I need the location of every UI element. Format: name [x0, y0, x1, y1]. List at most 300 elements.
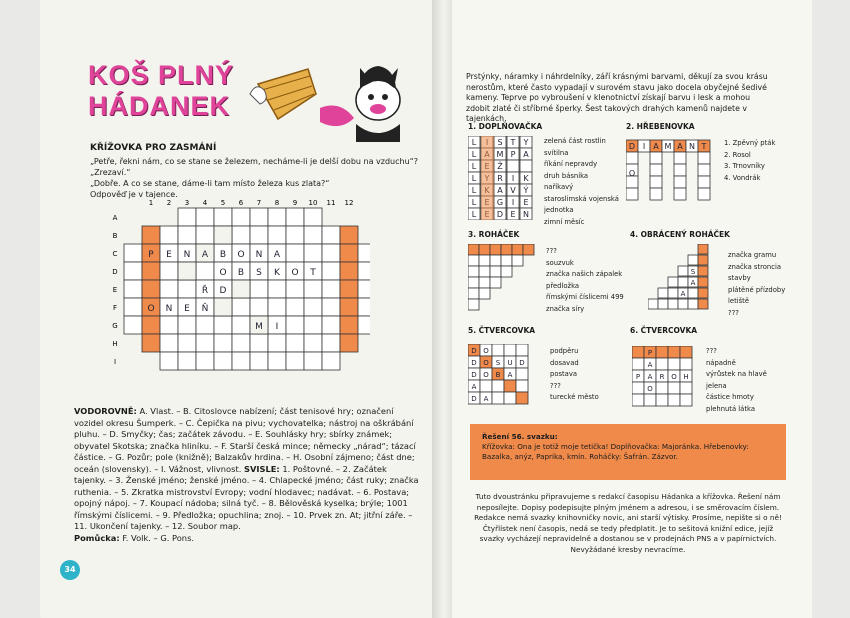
- grid-cell: [490, 244, 501, 255]
- grid-letter: A: [647, 373, 653, 381]
- grid-cell: [142, 262, 160, 280]
- hint-text: F. Volk. – G. Pons.: [122, 532, 195, 543]
- grid-cell: [688, 288, 698, 298]
- grid-cell: [322, 316, 340, 334]
- grid-cell: [340, 244, 358, 262]
- grid-letter: A: [507, 371, 513, 379]
- column-label: 3: [184, 199, 190, 207]
- section-2-title: 2. HŘEBENOVKA: [626, 122, 695, 131]
- grid-letter: Ž: [497, 162, 503, 171]
- grid-cell: [142, 316, 160, 334]
- grid-cell: [468, 266, 479, 277]
- grid-letter: H: [683, 373, 689, 381]
- grid-cell: [268, 352, 286, 370]
- grid-letter: D: [471, 371, 477, 379]
- puzzle-6-grid: [632, 346, 694, 408]
- grid-letter: O: [483, 347, 489, 355]
- grid-cell: [501, 255, 512, 266]
- grid-cell: [196, 226, 214, 244]
- grid-cell: [268, 280, 286, 298]
- grid-letter: N: [165, 304, 173, 314]
- grid-cell: [322, 226, 340, 244]
- clue-item: ???: [728, 308, 739, 317]
- grid-letter: I: [642, 142, 646, 151]
- grid-letter: M: [496, 150, 504, 159]
- grid-cell: [142, 226, 160, 244]
- grid-cell: [250, 334, 268, 352]
- grid-letter: T: [701, 142, 707, 151]
- clue-item: ???: [550, 381, 561, 390]
- section-1-title: 1. DOPLŇOVAČKA: [468, 122, 543, 131]
- grid-letter: D: [219, 286, 227, 296]
- clue-item: značka síry: [546, 304, 585, 313]
- grid-cell: [286, 226, 304, 244]
- row-label: G: [112, 322, 118, 330]
- grid-cell: [480, 380, 492, 392]
- grid-cell: [680, 346, 692, 358]
- answer-text: Křížovka: Ona je totiž moje tetička! Doplňovačka: Majoránka. Hřebenovky: Bazalka, anýz, Paprika, kmín. Roháčky: Šafrán. Zázvor.: [482, 442, 749, 461]
- grid-cell: [178, 334, 196, 352]
- section-6-title: 6. ČTVERCOVKA: [630, 326, 698, 335]
- grid-letter: G: [496, 198, 504, 207]
- clue-item: zimní měsíc: [544, 217, 585, 226]
- grid-letter: N: [689, 142, 695, 151]
- puzzle-5-clues: [550, 346, 630, 404]
- grid-cell: [196, 208, 214, 226]
- column-label: 6: [238, 199, 244, 207]
- title-line-2: HÁDANEK: [88, 91, 230, 121]
- grid-cell: [504, 380, 516, 392]
- answer-heading: Řešení 56. svazku:: [482, 432, 558, 441]
- grid-cell: [516, 368, 528, 380]
- grid-cell: [479, 288, 490, 299]
- grid-cell: [501, 244, 512, 255]
- column-label: 12: [344, 199, 354, 207]
- grid-cell: [214, 352, 232, 370]
- clue-item: nápadně: [706, 358, 736, 367]
- grid-letter: T: [310, 268, 316, 278]
- column-label: 1: [148, 199, 154, 207]
- grid-cell: [504, 392, 516, 404]
- grid-cell: [196, 262, 214, 280]
- grid-cell: [124, 280, 142, 298]
- grid-cell: [250, 208, 268, 226]
- grid-cell: [358, 316, 370, 334]
- grid-letter: E: [510, 210, 516, 219]
- grid-cell: [124, 262, 142, 280]
- grid-cell: [340, 316, 358, 334]
- grid-letter: L: [471, 210, 477, 219]
- grid-cell: [644, 394, 656, 406]
- page-title: [88, 60, 234, 122]
- grid-letter: O: [219, 268, 227, 278]
- grid-cell: [698, 288, 708, 298]
- grid-cell: [512, 255, 523, 266]
- grid-cell: [232, 334, 250, 352]
- clue-item: podpěru: [550, 347, 579, 355]
- grid-letter: S: [497, 138, 503, 147]
- grid-letter: O: [483, 359, 489, 367]
- grid-cell: [286, 244, 304, 262]
- grid-letter: D: [471, 359, 477, 367]
- grid-cell: [304, 334, 322, 352]
- down-clues: 1. Poštovné. – 2. Začátek tajenky. – 3. Ženské jméno; ženské jméno. – 4. Chlapecké jméno; část ruky; značka ruthenia. – 5. Zkratka mistrovství Evropy; vodní hlodavec; nadávat. – 6. Postava; opojný nápoj. – 7. Koupací nádoba; silná tyč. – 8. Bělověská kyselka; brýle; 1001 římskými číslicemi. – 9. Předložka; opuchlina; znoj. – 10. Prvek zn. At; jitřní záře. – 11. Ukončení tajenky. – 12. Soubor map.: [74, 463, 419, 531]
- clue-item: stavby: [728, 274, 751, 282]
- joke-line: Odpověď je v tajence.: [90, 190, 178, 199]
- grid-cell: [178, 316, 196, 334]
- grid-cell: [468, 277, 479, 288]
- grid-letter: D: [628, 142, 636, 151]
- grid-cell: [632, 358, 644, 370]
- grid-letter: O: [291, 268, 299, 278]
- grid-cell: [340, 280, 358, 298]
- grid-cell: [479, 277, 490, 288]
- grid-black-cell: [214, 298, 232, 316]
- answer-box: [470, 424, 786, 480]
- grid-cell: [479, 244, 490, 255]
- grid-cell: [468, 255, 479, 266]
- grid-cell: [632, 346, 644, 358]
- grid-cell: [322, 244, 340, 262]
- grid-cell: [322, 352, 340, 370]
- puzzle-6-clues: [706, 346, 786, 415]
- grid-letter: M: [255, 322, 263, 332]
- grid-cell: [340, 226, 358, 244]
- grid-letter: O: [628, 169, 636, 178]
- puzzle-3-clues: [546, 246, 626, 315]
- grid-letter: D: [519, 359, 525, 367]
- grid-cell: [214, 208, 232, 226]
- column-label: 5: [220, 199, 226, 207]
- grid-cell: [490, 255, 501, 266]
- grid-letter: B: [219, 250, 227, 260]
- grid-cell: [178, 226, 196, 244]
- clue-item: římskými číslicemi 499: [546, 293, 624, 301]
- puzzle-1-clues: [544, 136, 624, 228]
- grid-letter: L: [471, 150, 477, 159]
- grid-cell: [304, 244, 322, 262]
- grid-cell: [479, 266, 490, 277]
- column-label: 11: [326, 199, 336, 207]
- row-label: A: [112, 214, 118, 222]
- grid-cell: [178, 352, 196, 370]
- down-label: SVISLE:: [243, 463, 280, 474]
- row-label: C: [112, 250, 118, 258]
- grid-cell: [358, 298, 370, 316]
- grid-cell: [674, 188, 686, 200]
- grid-cell: [698, 188, 710, 200]
- grid-cell: [124, 244, 142, 262]
- joke-line: „Petře, řekni nám, co se stane se železem, necháme-li je delší dobu na vzduchu“?: [90, 157, 419, 166]
- grid-cell: [632, 394, 644, 406]
- grid-cell: [250, 352, 268, 370]
- grid-cell: [268, 226, 286, 244]
- puzzle-3-grid: [468, 244, 540, 316]
- clue-item: turecké město: [550, 393, 599, 401]
- clue-item: postava: [550, 370, 578, 378]
- grid-letter: P: [647, 349, 653, 357]
- grid-letter: M: [664, 142, 672, 151]
- grid-cell: [680, 358, 692, 370]
- clue-item: značka stroncia: [728, 262, 782, 271]
- grid-cell: [674, 164, 686, 176]
- grid-cell: [678, 277, 688, 287]
- grid-letter: R: [497, 174, 503, 183]
- grid-cell: [286, 280, 304, 298]
- grid-cell: [507, 160, 519, 172]
- clue-item: říkání nepravdy: [544, 160, 598, 168]
- section-3-title: 3. ROHÁČEK: [468, 230, 520, 239]
- grid-cell: [160, 352, 178, 370]
- grid-cell: [358, 244, 370, 262]
- grid-letter: K: [274, 268, 280, 278]
- column-label: 7: [256, 199, 262, 207]
- grid-letter: A: [201, 250, 209, 260]
- grid-cell: [304, 352, 322, 370]
- grid-cell: [680, 382, 692, 394]
- grid-cell: [656, 382, 668, 394]
- grid-cell: [523, 244, 534, 255]
- grid-cell: [668, 277, 678, 287]
- grid-letter: L: [471, 162, 477, 171]
- grid-cell: [516, 380, 528, 392]
- intro-text: Prstýnky, náramky i náhrdelníky, září krásnými barvami, děkují za svou krásu nerostům, které často vypadají v surovém stavu jako docela obyčejné šedivé kameny. Teprve po vybroušení v klenotnictví získají barvu i lesk a mohou zdobit zlaté či stříbrné šperky. Šest takových drahých kamenů najdete v tajenkách.: [466, 72, 768, 123]
- grid-cell: [232, 208, 250, 226]
- grid-cell: [178, 280, 196, 298]
- grid-black-cell: [232, 280, 250, 298]
- page-number: 34: [60, 560, 80, 580]
- grid-cell: [160, 280, 178, 298]
- grid-cell: [674, 176, 686, 188]
- grid-letter: T: [510, 138, 516, 147]
- grid-letter: A: [677, 142, 683, 151]
- grid-cell: [626, 188, 638, 200]
- grid-letter: B: [237, 268, 245, 278]
- grid-letter: L: [471, 174, 477, 183]
- grid-cell: [656, 394, 668, 406]
- title-line-1: KOŠ PLNÝ: [88, 60, 235, 90]
- column-label: 9: [292, 199, 298, 207]
- column-label: 4: [202, 199, 208, 207]
- grid-letter: O: [671, 373, 677, 381]
- clue-item: předložka: [546, 281, 580, 290]
- grid-cell: [674, 152, 686, 164]
- grid-letter: P: [148, 250, 154, 260]
- grid-cell: [286, 298, 304, 316]
- grid-cell: [698, 277, 708, 287]
- grid-cell: [178, 208, 196, 226]
- row-label: B: [112, 232, 118, 240]
- grid-letter: N: [255, 250, 263, 260]
- puzzle-title: KŘÍŽOVKA PRO ZASMÁNÍ: [90, 143, 217, 153]
- grid-letter: A: [273, 250, 281, 260]
- grid-letter: K: [523, 174, 529, 183]
- grid-letter: O: [647, 385, 653, 393]
- grid-letter: E: [184, 304, 190, 314]
- grid-black-cell: [178, 262, 196, 280]
- grid-cell: [698, 152, 710, 164]
- grid-letter: Ý: [523, 186, 529, 195]
- grid-cell: [698, 266, 708, 276]
- puzzle-2-clues: [724, 138, 794, 184]
- grid-cell: [250, 298, 268, 316]
- grid-cell: [468, 244, 479, 255]
- cat-basket-illustration: [248, 64, 416, 142]
- hint-label: Pomůcka:: [74, 532, 120, 543]
- grid-cell: [688, 255, 698, 265]
- grid-cell: [656, 346, 668, 358]
- grid-letter: N: [523, 210, 529, 219]
- grid-cell: [648, 299, 658, 309]
- grid-letter: A: [471, 383, 477, 391]
- clue-item: značka gramu: [728, 251, 777, 259]
- crossword-grid: [110, 196, 370, 396]
- across-label: VODOROVNĚ:: [74, 406, 137, 416]
- grid-cell: [232, 226, 250, 244]
- grid-cell: [626, 152, 638, 164]
- row-label: F: [112, 304, 118, 312]
- puzzle-2-grid: [626, 134, 716, 206]
- clue-item: plehnutá látka: [706, 404, 755, 413]
- grid-cell: [160, 262, 178, 280]
- grid-cell: [304, 298, 322, 316]
- clue-item: letiště: [728, 297, 750, 305]
- grid-cell: [304, 226, 322, 244]
- grid-cell: [286, 208, 304, 226]
- grid-cell: [698, 255, 708, 265]
- grid-cell: [632, 382, 644, 394]
- grid-letter: O: [147, 304, 155, 314]
- grid-cell: [214, 334, 232, 352]
- grid-cell: [658, 288, 668, 298]
- grid-cell: [668, 346, 680, 358]
- grid-cell: [668, 394, 680, 406]
- grid-cell: [492, 380, 504, 392]
- grid-cell: [468, 288, 479, 299]
- grid-cell: [340, 334, 358, 352]
- grid-cell: [650, 164, 662, 176]
- grid-cell: [160, 226, 178, 244]
- book-spine: [432, 0, 452, 618]
- grid-cell: [656, 358, 668, 370]
- grid-letter: A: [523, 150, 529, 159]
- grid-cell: [668, 382, 680, 394]
- grid-cell: [678, 299, 688, 309]
- grid-cell: [490, 266, 501, 277]
- grid-cell: [698, 299, 708, 309]
- clue-item: 4. Vondrák: [724, 173, 761, 182]
- grid-cell: [650, 188, 662, 200]
- clue-item: ???: [706, 347, 717, 355]
- grid-cell: [492, 392, 504, 404]
- clue-item: 2. Rosol: [724, 150, 751, 159]
- grid-letter: Ř: [201, 286, 209, 296]
- grid-letter: Ň: [201, 304, 209, 314]
- clue-item: zelená část rostlin: [544, 137, 606, 145]
- clue-item: dosavad: [550, 358, 579, 367]
- clue-item: 3. Trnovníky: [724, 162, 765, 170]
- grid-cell: [512, 244, 523, 255]
- grid-cell: [698, 176, 710, 188]
- grid-cell: [358, 280, 370, 298]
- grid-cell: [678, 266, 688, 276]
- across-clues: A. Vlast. – B. Citoslovce nabízení; část tenisové hry; označení vozidel okresu Šumperk. – C. Čepička na pivu; vychovatelka; nástroj na oškrábání pluhu. – D. Smyčky; čas; začátek závodu. – E. Souhlásky hry; sbírky známek; obyvatel Skotska; značka hliníku. – F. Starší česká mince; německy „nárad“; tázací částice. – G. Pozůr; pole (knižně); Balzakův hrdina. – H. Osobní zájmeno; část dne; oceán (slovensky). – I. Vážnost, vlivnost.: [74, 406, 416, 474]
- grid-cell: [688, 299, 698, 309]
- grid-cell: [322, 280, 340, 298]
- grid-cell: [286, 334, 304, 352]
- grid-cell: [340, 262, 358, 280]
- grid-letter: U: [507, 359, 513, 367]
- grid-cell: [124, 298, 142, 316]
- clue-item: 1. Zpěvný pták: [724, 139, 776, 147]
- grid-letter: A: [680, 290, 686, 298]
- puzzle-1-grid: [468, 136, 536, 220]
- grid-cell: [520, 160, 532, 172]
- grid-letter: P: [510, 150, 516, 159]
- clues-block: [74, 406, 419, 544]
- grid-cell: [358, 262, 370, 280]
- grid-cell: [492, 344, 504, 356]
- grid-cell: [196, 316, 214, 334]
- grid-cell: [322, 298, 340, 316]
- grid-cell: [286, 316, 304, 334]
- grid-letter: I: [511, 198, 515, 207]
- grid-cell: [479, 255, 490, 266]
- grid-letter: R: [659, 373, 665, 381]
- grid-letter: A: [690, 279, 696, 287]
- grid-letter: N: [183, 250, 191, 260]
- grid-letter: D: [496, 210, 504, 219]
- grid-letter: A: [653, 142, 659, 151]
- grid-cell: [160, 316, 178, 334]
- clue-item: staroslimská vojenská jednotka: [544, 194, 619, 214]
- grid-cell: [304, 316, 322, 334]
- grid-cell: [468, 299, 479, 310]
- grid-cell: [650, 152, 662, 164]
- clue-item: svítilna: [544, 148, 569, 157]
- grid-letter: P: [635, 373, 641, 381]
- grid-cell: [304, 280, 322, 298]
- grid-cell: [196, 352, 214, 370]
- grid-cell: [516, 392, 528, 404]
- grid-cell: [658, 299, 668, 309]
- grid-cell: [322, 334, 340, 352]
- grid-letter: E: [523, 198, 529, 207]
- clue-item: plátěné přízdoby: [728, 285, 786, 294]
- grid-letter: S: [256, 268, 262, 278]
- grid-black-cell: [214, 226, 232, 244]
- grid-cell: [340, 298, 358, 316]
- section-5-title: 5. ČTVERCOVKA: [468, 326, 536, 335]
- grid-letter: E: [166, 250, 172, 260]
- grid-cell: [250, 280, 268, 298]
- row-label: I: [113, 358, 117, 366]
- grid-cell: [490, 277, 501, 288]
- row-label: D: [112, 268, 118, 276]
- clue-item: výrůstek na hlavě jelena: [706, 370, 767, 390]
- grid-letter: I: [511, 174, 515, 183]
- grid-cell: [268, 298, 286, 316]
- grid-letter: V: [510, 186, 516, 195]
- grid-cell: [214, 316, 232, 334]
- grid-letter: A: [483, 395, 489, 403]
- grid-letter: B: [495, 371, 501, 379]
- joke-line: „Dobře. A co se stane, dáme-li tam místo železa kus zlata?“: [90, 179, 330, 188]
- grid-cell: [501, 266, 512, 277]
- grid-cell: [196, 334, 214, 352]
- column-label: 8: [274, 199, 280, 207]
- puzzle-5-grid: [468, 344, 532, 410]
